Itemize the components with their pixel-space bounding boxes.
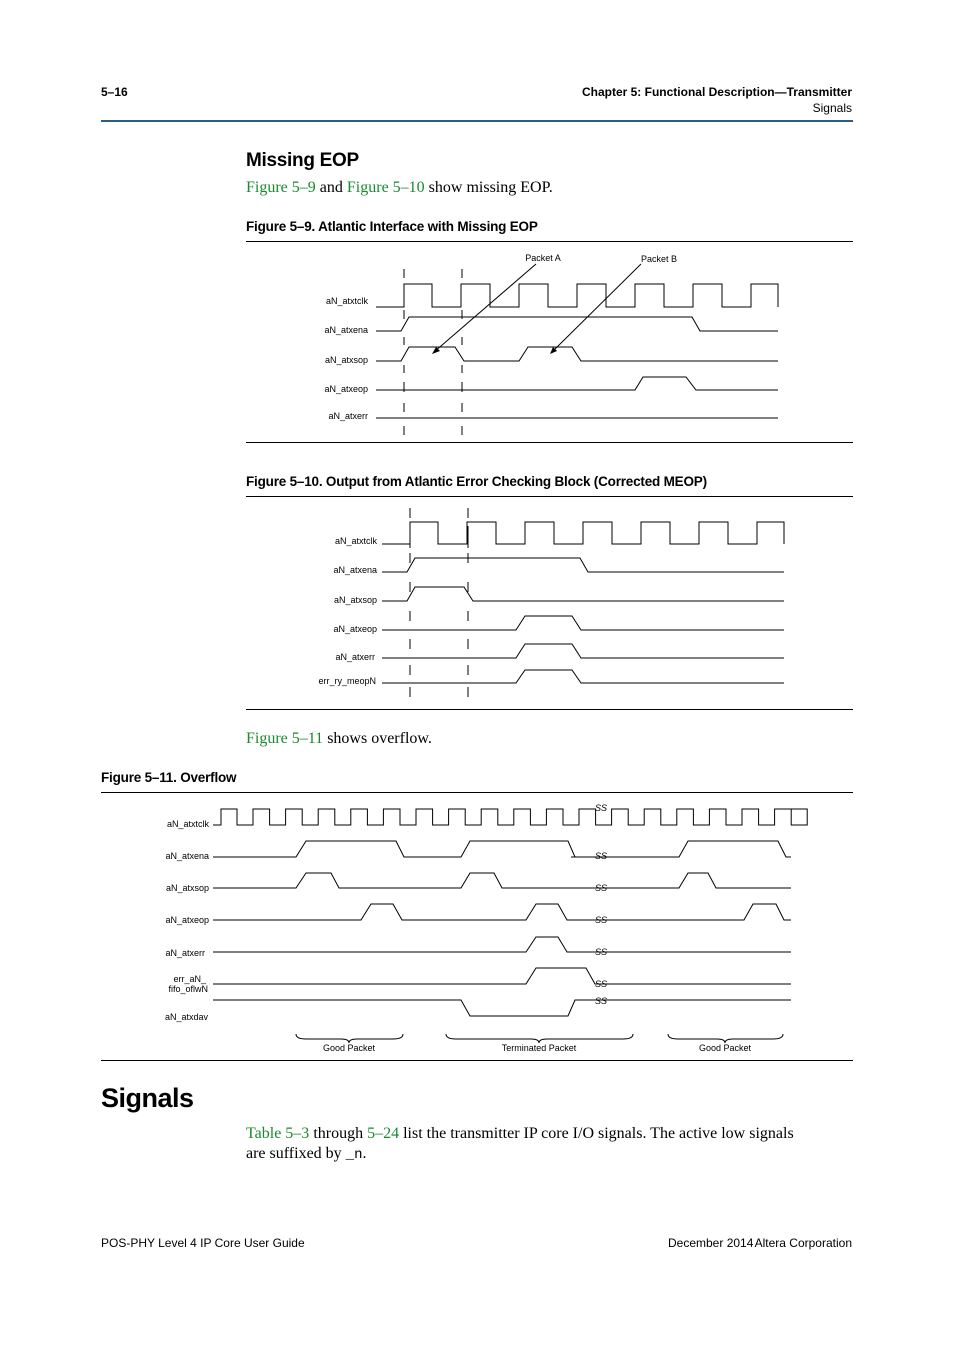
fig10-label-sop: aN_atxsop (333, 595, 377, 605)
fig10-ena-wave (382, 558, 784, 572)
break-mark: SS (595, 803, 608, 813)
fig11-clk-wave (213, 809, 807, 825)
fig11-timing-diagram (101, 794, 853, 1059)
fig10-label-meop: err_ry_meopN (318, 676, 376, 686)
footer-company: Altera Corporation (754, 1236, 852, 1250)
fig9-top-rule (246, 241, 853, 242)
fig11-label-oflw1: err_aN_ (173, 974, 206, 984)
fig9-eop-wave (376, 377, 778, 390)
fig11-ena-wave (213, 841, 791, 857)
fig11-label-clk: aN_atxtclk (166, 819, 209, 829)
fig11-terminated-packet: Terminated Packet (501, 1043, 577, 1053)
fig11-good-packet-1: Good Packet (322, 1043, 376, 1053)
fig10-bottom-rule (246, 709, 853, 710)
fig9-ena-wave (376, 317, 778, 331)
fig9-packet-b: Packet B (640, 254, 678, 264)
signals-through: through (313, 1125, 364, 1142)
signals-paragraph (246, 1124, 853, 1165)
overflow-intro (246, 730, 432, 748)
table-5-3-link[interactable]: Table 5–3 (246, 1125, 310, 1142)
figure-5-11-link[interactable]: Figure 5–11 (246, 730, 324, 747)
section-name: Signals (812, 101, 852, 115)
fig11-label-dav: aN_atxdav (164, 1012, 208, 1022)
missing-eop-heading: Missing EOP (246, 150, 359, 171)
fig10-clk-wave (382, 522, 784, 544)
figure-5-9-link[interactable]: Figure 5–9 (246, 179, 316, 196)
table-5-24-link[interactable]: 5–24 (367, 1125, 400, 1142)
fig9-caption: Figure 5–9. Atlantic Interface with Missing EOP (246, 219, 538, 234)
fig11-brace-2 (446, 1034, 633, 1043)
fig11-good-packet-2: Good Packet (698, 1043, 752, 1053)
fig9-clk-wave (376, 284, 778, 307)
fig11-caption: Figure 5–11. Overflow (101, 770, 237, 785)
break-mark: SS (595, 996, 608, 1006)
signals-rest2: are suffixed by (246, 1145, 342, 1162)
signals-period: . (362, 1145, 367, 1162)
fig11-oflw-wave (213, 968, 791, 984)
break-mark: SS (595, 851, 608, 861)
fig11-label-sop: aN_atxsop (165, 883, 209, 893)
fig11-brace-1 (296, 1034, 403, 1043)
fig10-meop-wave (382, 670, 784, 683)
fig10-sop-wave (382, 587, 784, 601)
fig11-err-wave (213, 937, 791, 952)
fig11-label-oflw2: fifo_oflwN (168, 984, 208, 994)
figure-5-10-link[interactable]: Figure 5–10 (346, 179, 425, 196)
fig11-label-err: aN_atxerr (165, 948, 205, 958)
overflow-intro-rest: shows overflow. (327, 730, 432, 747)
fig11-dav-wave (213, 1000, 791, 1016)
break-mark: SS (595, 883, 608, 893)
fig10-err-wave (382, 644, 784, 658)
footer-title: POS-PHY Level 4 IP Core User Guide (101, 1236, 305, 1250)
fig11-top-rule (101, 792, 853, 793)
fig9-timing-diagram (246, 243, 853, 441)
intro-rest: show missing EOP. (428, 179, 553, 196)
footer-date: December 2014 (668, 1236, 754, 1250)
fig10-label-clk: aN_atxtclk (334, 536, 377, 546)
fig11-label-ena: aN_atxena (165, 851, 209, 861)
fig9-label-eop: aN_atxeop (324, 384, 368, 394)
fig9-packet-a: Packet A (525, 253, 561, 263)
fig11-break-marks (595, 803, 607, 1006)
fig9-label-clk: aN_atxtclk (325, 296, 368, 306)
fig9-bottom-rule (246, 442, 853, 443)
break-mark: SS (595, 915, 608, 925)
chapter-title: Chapter 5: Functional Description—Transmitter (581, 85, 852, 99)
signals-rest1: list the transmitter IP core I/O signals. The active low signals (403, 1125, 794, 1142)
fig9-label-err: aN_atxerr (328, 411, 368, 421)
fig10-top-rule (246, 496, 853, 497)
break-mark: SS (595, 979, 608, 989)
intro-and: and (319, 179, 343, 196)
signals-suffix: _n (345, 1147, 363, 1163)
fig9-label-ena: aN_atxena (324, 325, 368, 335)
fig10-timing-diagram (246, 498, 853, 708)
fig11-bottom-rule (101, 1060, 853, 1061)
fig10-label-err: aN_atxerr (335, 652, 375, 662)
fig11-eop-wave (213, 904, 791, 920)
fig11-label-eop: aN_atxeop (165, 915, 209, 925)
fig10-caption: Figure 5–10. Output from Atlantic Error Checking Block (Corrected MEOP) (246, 474, 707, 489)
fig10-label-eop: aN_atxeop (333, 624, 377, 634)
fig11-brace-3 (668, 1034, 783, 1043)
fig10-label-ena: aN_atxena (333, 565, 377, 575)
break-mark: SS (595, 947, 608, 957)
page-number: 5–16 (101, 85, 128, 99)
fig9-label-sop: aN_atxsop (324, 355, 368, 365)
fig11-sop-wave (213, 873, 791, 888)
header-rule (101, 120, 853, 122)
fig10-eop-wave (382, 616, 784, 630)
missing-eop-intro (246, 179, 553, 197)
signals-heading: Signals (101, 1083, 194, 1113)
